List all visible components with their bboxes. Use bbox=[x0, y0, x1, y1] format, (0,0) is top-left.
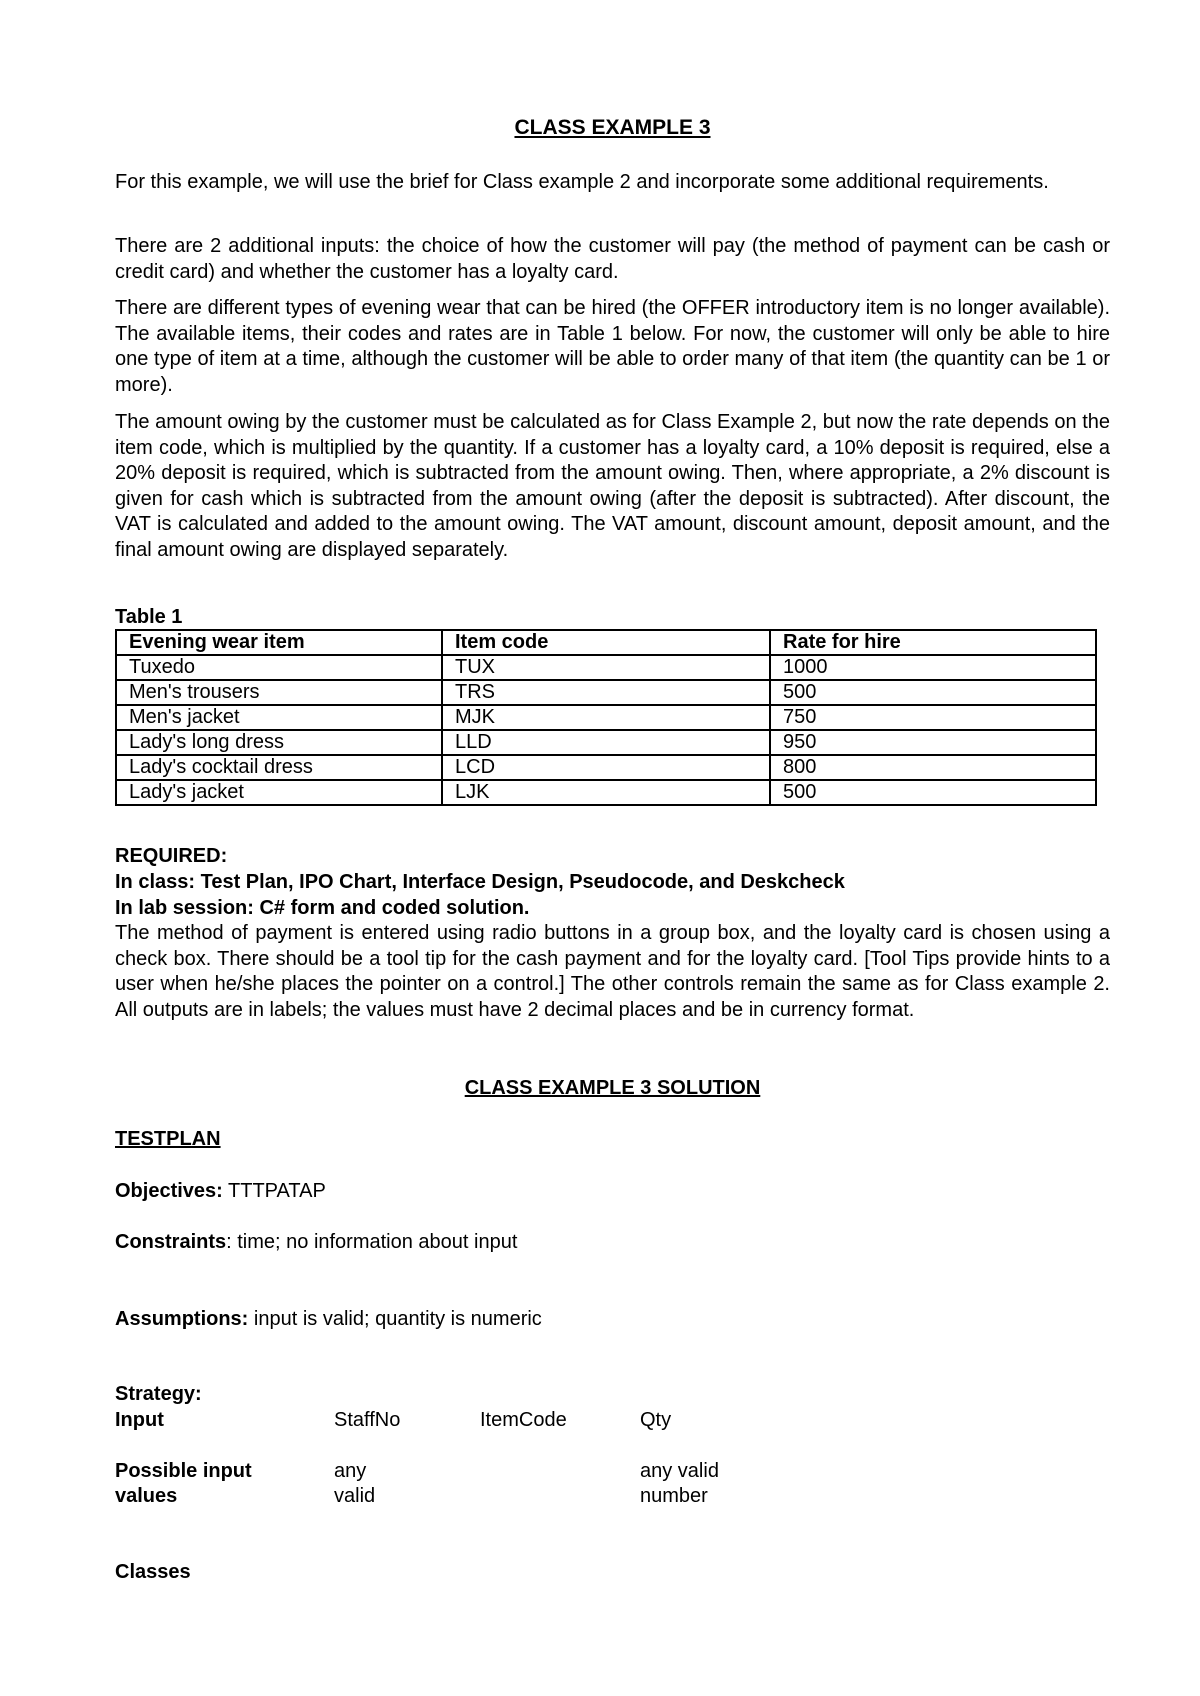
table-cell: 500 bbox=[770, 780, 1096, 805]
table-cell: LJK bbox=[442, 780, 770, 805]
required-in-lab: In lab session: C# form and coded solution. bbox=[115, 897, 530, 919]
input-staffno: StaffNo bbox=[334, 1409, 401, 1431]
rates-table bbox=[115, 629, 1097, 806]
input-itemcode: ItemCode bbox=[480, 1409, 567, 1431]
table-row bbox=[116, 705, 1096, 730]
objectives-label: Objectives: bbox=[115, 1180, 223, 1202]
table-cell: LLD bbox=[442, 730, 770, 755]
table-cell: 750 bbox=[770, 705, 1096, 730]
table-header-row bbox=[116, 630, 1096, 655]
testplan-title: TESTPLAN bbox=[115, 1128, 221, 1150]
constraints-label: Constraints bbox=[115, 1231, 227, 1253]
classes-line bbox=[115, 1561, 191, 1584]
input-qty: Qty bbox=[640, 1409, 672, 1431]
table-header-cell: Item code bbox=[442, 630, 770, 655]
table-cell: 1000 bbox=[770, 655, 1096, 680]
table-header-cell: Evening wear item bbox=[116, 630, 442, 655]
table-cell: TRS bbox=[442, 680, 770, 705]
table-row bbox=[116, 730, 1096, 755]
constraints-line bbox=[115, 1231, 517, 1254]
possible-staffno-continued: valid bbox=[334, 1485, 376, 1507]
table-row bbox=[116, 655, 1096, 680]
table-cell: Tuxedo bbox=[116, 655, 442, 680]
table-cell: TUX bbox=[442, 655, 770, 680]
possible-label: Possible input bbox=[115, 1460, 252, 1482]
table-cell: Lady's jacket bbox=[116, 780, 442, 805]
solution-title: CLASS EXAMPLE 3 SOLUTION bbox=[464, 1077, 761, 1099]
required-paragraph: The method of payment is entered using radio buttons in a group box, and the loyalty card is chosen using a check box. There should be a tool tip for the cash payment and for the loyalty card. [Tool Tips provide hints to a user when he/she places the pointer on a control.] The other controls remain the same as for Class example 2. All outputs are in labels; the values must have 2 decimal places and be in currency format. bbox=[115, 922, 1110, 1021]
table-cell: 950 bbox=[770, 730, 1096, 755]
objectives-line bbox=[115, 1180, 326, 1203]
table-header-cell: Rate for hire bbox=[770, 630, 1096, 655]
table-row bbox=[116, 780, 1096, 805]
required-in-class: In class: Test Plan, IPO Chart, Interface Design, Pseudocode, and Deskcheck bbox=[115, 871, 845, 893]
assumptions-line bbox=[115, 1308, 542, 1331]
input-label: Input bbox=[115, 1409, 164, 1431]
required-heading: REQUIRED: bbox=[115, 845, 228, 867]
table-cell: Lady's long dress bbox=[116, 730, 442, 755]
intro-paragraph-2: There are 2 additional inputs: the choice of how the customer will pay (the method of payment can be cash or credit card) and whether the customer has a loyalty card. bbox=[115, 235, 1110, 283]
table-cell: Men's trousers bbox=[116, 680, 442, 705]
assumptions-value: input is valid; quantity is numeric bbox=[248, 1308, 542, 1330]
strategy-label: Strategy: bbox=[115, 1383, 202, 1405]
table-caption: Table 1 bbox=[115, 606, 183, 628]
table-cell: 800 bbox=[770, 755, 1096, 780]
table-cell: 500 bbox=[770, 680, 1096, 705]
intro-paragraph-3: There are different types of evening wear that can be hired (the OFFER introductory item is no longer available). The available items, their codes and rates are in Table 1 below. For now, the customer will only be able to hire one type of item at a time, although the customer will be able to order many of that item (the quantity can be 1 or more). bbox=[115, 297, 1110, 396]
possible-staffno: any bbox=[334, 1460, 367, 1482]
intro-paragraph-1: For this example, we will use the brief for Class example 2 and incorporate some additional requirements. bbox=[115, 171, 1049, 193]
possible-qty-continued: number bbox=[640, 1485, 708, 1507]
classes-label: Classes bbox=[115, 1561, 191, 1583]
table-cell: Lady's cocktail dress bbox=[116, 755, 442, 780]
page-title: CLASS EXAMPLE 3 bbox=[514, 116, 711, 139]
intro-paragraph-4: The amount owing by the customer must be calculated as for Class Example 2, but now the rate depends on the item code, which is multiplied by the quantity. If a customer has a loyalty card, a 10% deposit is required, else a 20% deposit is required, which is subtracted from the amount owing. Then, where appropriate, a 2% discount is given for cash which is subtracted from the amount owing (after the deposit is subtracted). After discount, the VAT is calculated and added to the amount owing. The VAT amount, discount amount, deposit amount, and the final amount owing are displayed separately. bbox=[115, 411, 1110, 561]
constraints-value: : time; no information about input bbox=[226, 1231, 518, 1253]
possible-label-continued: values bbox=[115, 1485, 178, 1507]
assumptions-label: Assumptions: bbox=[115, 1308, 249, 1330]
table-row bbox=[116, 755, 1096, 780]
table-cell: Men's jacket bbox=[116, 705, 442, 730]
objectives-value: TTTPATAP bbox=[222, 1180, 326, 1202]
table-cell: LCD bbox=[442, 755, 770, 780]
strategy-line bbox=[115, 1383, 202, 1406]
table-cell: MJK bbox=[442, 705, 770, 730]
possible-qty: any valid bbox=[640, 1460, 719, 1482]
table-row bbox=[116, 680, 1096, 705]
